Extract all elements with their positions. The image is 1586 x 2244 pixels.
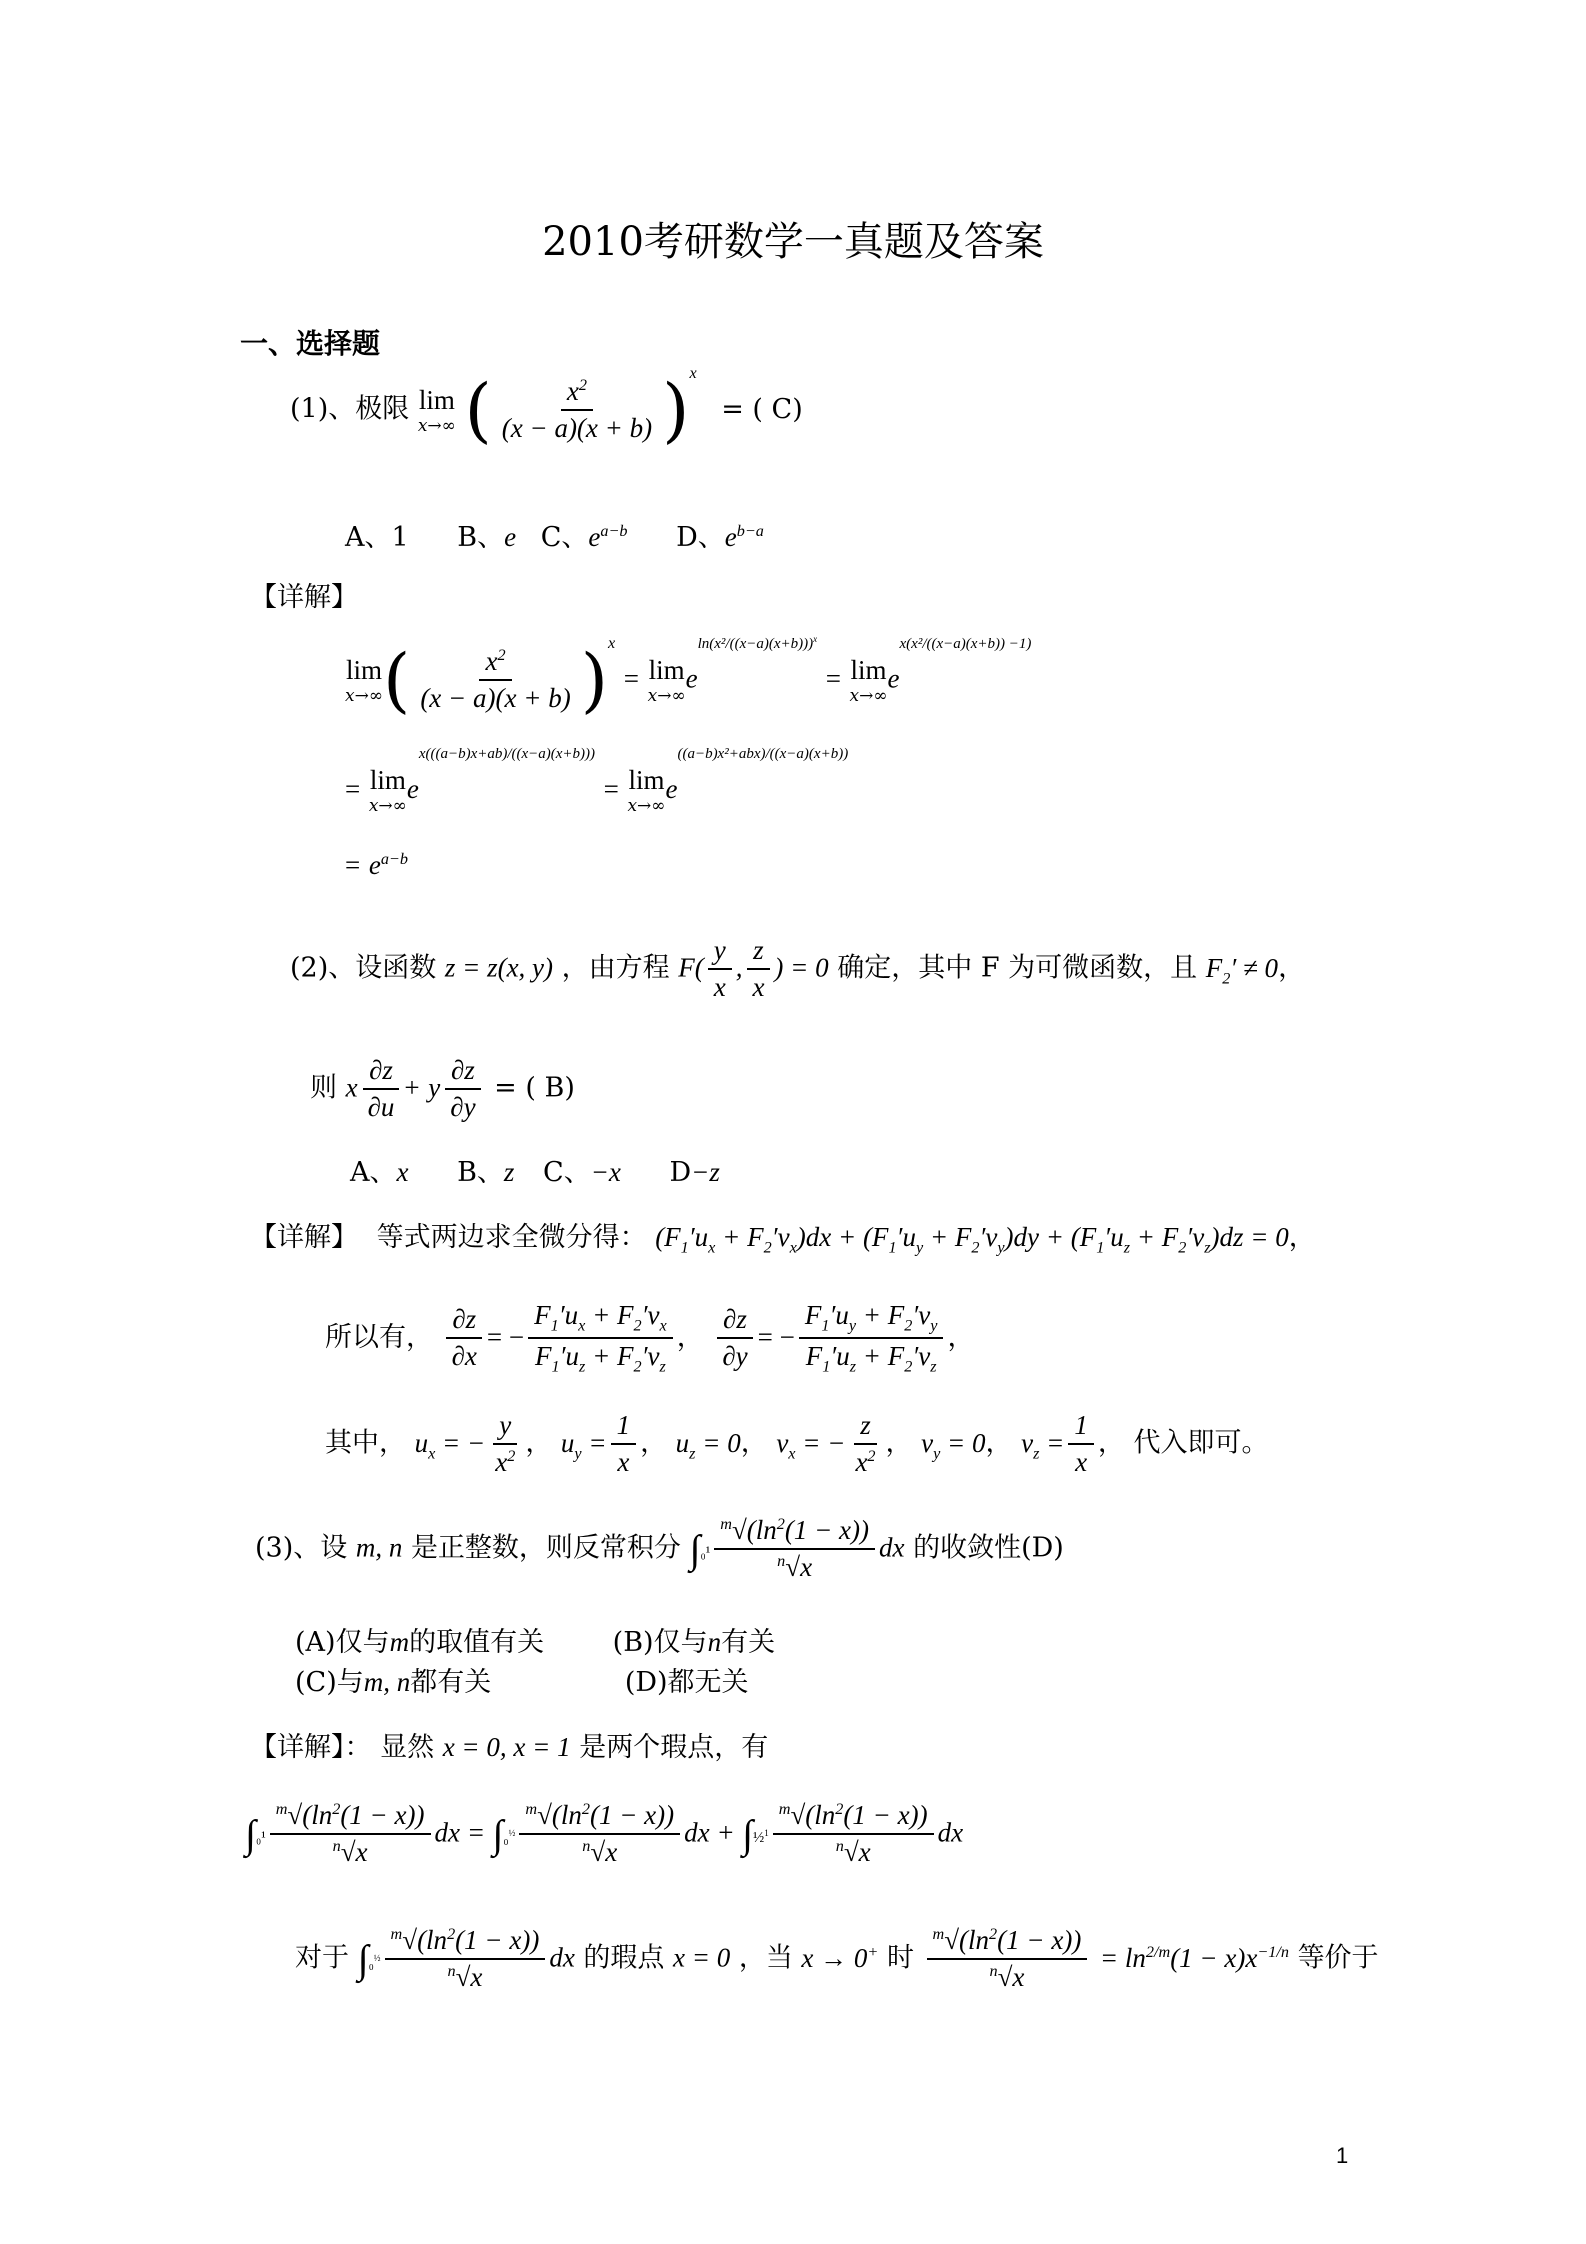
q3-text3: 的瑕点 xyxy=(583,1942,665,1974)
q3-option-a2: 的取值有关 xyxy=(409,1627,545,1658)
q2-detail: 【详解】 等式两边求全微分得： $(F_1'u_x + F_2'v_x)dx + (F_1'u_y + F_2'v_y)dy + (F_1'u_z + F_2'v_z)dz = 0$， xyxy=(250,1222,1316,1257)
q3-prefix: (3)、设 xyxy=(255,1532,348,1564)
q2-dairu: 代入即可。 xyxy=(1133,1427,1269,1459)
q3-options-row1: (A)仅与m的取值有关 (B)仅与n有关 xyxy=(295,1627,776,1658)
q2-suoyi: 所以有， xyxy=(325,1321,433,1353)
q1-derivation-line1: lim x→∞ ( $\frac{x^2}{(x - a)(x + b)}$ )$^x$ = lim x→∞ $e^{ln(x^2/((x-a)(x+b)))^x}$ = lim x→∞ $e^{x(x^2/((x-a)(x+b)) -1)}$ xyxy=(345,633,1032,721)
q3-option-b: (B)仅与 xyxy=(612,1627,708,1658)
page-number: 1 xyxy=(1336,2143,1349,2168)
q1-option-b: B、 xyxy=(457,522,505,553)
q1-option-d: D、 xyxy=(676,522,725,553)
q3-text2: 的收敛性(D) xyxy=(913,1532,1064,1564)
q2-expression: 则 x $\frac{\partial z}{\partial u}$ + y $\frac{\partial z}{\partial y}$ = ( B) xyxy=(310,1055,575,1122)
limit-op: lim x→∞ xyxy=(417,384,456,436)
q2-answer: = ( B) xyxy=(494,1072,575,1104)
page-title: 2010考研数学一真题及答案 xyxy=(542,219,1044,265)
q3-detail-text1: 显然 xyxy=(380,1732,435,1763)
q1-answer: = ( C) xyxy=(721,393,803,425)
q2-then: 则 xyxy=(310,1072,337,1104)
q2-option-b: B、 xyxy=(457,1157,504,1188)
q2-options: A、x B、z C、−x D−z xyxy=(350,1157,720,1188)
q2-result: 所以有， $\frac{\partial z}{\partial x}$ = − $\frac{F_1'u_x + F_2'v_x}{F_1'u_z + F_2'v_z}$ ， $\frac{\partial z}{\partial y}$ = − $\frac{F_1'u_y + F_2'v_y}{F_1'u_z + F_2'v_z}$ ， xyxy=(325,1300,975,1376)
q2-option-a: A、 xyxy=(350,1157,397,1188)
q3-dengjia: 等价于 xyxy=(1297,1942,1379,1974)
q3-text1: 是正整数，则反常积分 xyxy=(410,1532,681,1564)
q1-option-c: C、 xyxy=(540,522,589,553)
q1-options: A、1 B、e C、$e^{a-b}$ D、$e^{b-a}$ xyxy=(345,522,764,553)
q3-analysis: 对于 ∫₀$^{\frac{1}{2}}$ $\frac{^m√(\ln^2(1 - x))}{^n√x}$ dx 的瑕点 x = 0 ，当 x → 0+ 时 $\frac{^m√(\ln^2(1 - x))}{^n√x}$ = $\ln^{2/m}(1 - x)x^{-1/n}$ 等价于 xyxy=(295,1925,1379,1992)
q3-option-d: (D)都无关 xyxy=(624,1667,749,1698)
q3-detail-text2: 是两个瑕点，有 xyxy=(579,1732,769,1763)
question-3: (3)、设 m, n 是正整数，则反常积分 ∫₀¹ $\frac{^m√(\ln^2(1 - x))}{^n√x}$ dx 的收敛性(D) xyxy=(255,1515,1064,1582)
q2-option-c: C、 xyxy=(543,1157,591,1188)
q3-option-c: (C)与 xyxy=(295,1667,364,1698)
q3-dang: ，当 xyxy=(738,1942,793,1974)
q2-partials: 其中， $u_x$ = − $\frac{y}{x^2}$ ， $u_y$ = $\frac{1}{x}$ ， $u_z = 0$， $v_x$ = − $\frac{z}{x^2}$ ， $v_y = 0$， $v_z$ = $\frac{1}{x}$ ， 代入即可。 xyxy=(325,1410,1269,1477)
q2-detail-label: 【详解】 xyxy=(250,1222,358,1253)
q1-fraction: $\frac{x^2}{(x - a)(x + b)}$ xyxy=(501,376,653,443)
q1-derivation-line2: = lim x→∞ $e^{x(((a-b)x+ab)/((x-a)(x+b)))}$ = lim x→∞ $e^{((a-b)x^2+abx)/((x-a)(x+b))}$ xyxy=(345,746,849,816)
q2-text1: ，由方程 xyxy=(561,952,670,984)
q3-shi: 时 xyxy=(886,1942,914,1974)
q3-duiyu: 对于 xyxy=(295,1942,349,1974)
q1-detail-label: 【详解】 xyxy=(250,582,358,613)
q1-derivation-line3: = $e^{a-b}$ xyxy=(345,850,408,880)
q2-qizhong: 其中， xyxy=(325,1427,406,1459)
q3-detail: 【详解】： 显然 x = 0, x = 1 是两个瑕点，有 xyxy=(250,1732,769,1763)
q2-prefix: (2)、设函数 xyxy=(290,952,437,984)
q1-option-a: A、1 xyxy=(345,522,409,553)
q3-split-integral: ∫₀¹ $\frac{^m√(\ln^2(1 - x))}{^n√x}$ dx = ∫₀$^{\frac{1}{2}}$ $\frac{^m√(\ln^2(1 - x))}{^n√x}$ dx + ∫½$^1$ $\frac{^m√(\ln^2(1 - x))}{^n√x}$ dx xyxy=(245,1800,964,1867)
q2-option-d: D xyxy=(669,1157,692,1188)
q3-detail-label: 【详解】： xyxy=(250,1732,372,1763)
question-2: (2)、设函数 z = z(x, y) ，由方程 F( $\frac{y}{x}$ , $\frac{z}{x}$ ) = 0 确定，其中 F 为可微函数，且 $F_2' \ne 0$， xyxy=(290,935,1306,1002)
q3-option-c2: 都有关 xyxy=(410,1667,492,1698)
q2-detail-text: 等式两边求全微分得： xyxy=(376,1222,647,1253)
q3-option-a: (A)仅与 xyxy=(295,1627,390,1658)
q3-options-row2: (C)与m, n都有关 (D)都无关 xyxy=(295,1667,749,1698)
q3-option-b2: 有关 xyxy=(721,1627,776,1658)
q2-text2: 确定，其中 F 为可微函数，且 xyxy=(837,952,1198,984)
question-1: (1)、极限 lim x→∞ ( $\frac{x^2}{(x - a)(x + b)}$ )$^x$ = ( C) xyxy=(290,363,803,451)
q1-prefix: (1)、极限 xyxy=(290,393,410,425)
section-heading: 一、选择题 xyxy=(240,327,381,360)
